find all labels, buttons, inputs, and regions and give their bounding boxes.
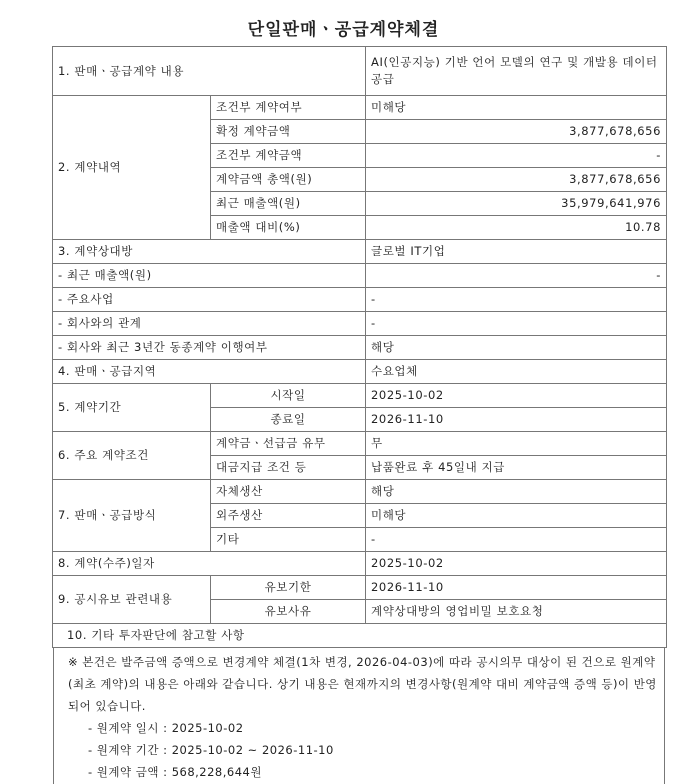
row-value: 계약상대방의 영업비밀 보호요청 xyxy=(366,600,667,624)
row-label: 최근 매출액(원) xyxy=(211,192,366,216)
row-value: 2025-10-02 xyxy=(366,384,667,408)
row-label: 유보기한 xyxy=(211,576,366,600)
row-value: 3,877,678,656 xyxy=(366,168,667,192)
section-label: 2. 계약내역 xyxy=(53,96,211,240)
other-notes xyxy=(53,648,665,784)
row-label: 4. 판매ㆍ공급지역 xyxy=(53,360,366,384)
row-label: 유보사유 xyxy=(211,600,366,624)
table-row xyxy=(53,624,667,648)
note-paragraph: ※ 본건은 발주금액 증액으로 변경계약 체결(1차 변경, 2026-04-03)에 따라 공시의무 대상이 된 건으로 원계약(최초 계약)의 내용은 아래와 같습니다. 상기 내용은 현재까지의 변경사항(원계약 대비 계약금액 증액 등)이 반영되어 있습니다. xyxy=(68,655,657,713)
row-label: 조건부 계약여부 xyxy=(211,96,366,120)
table-row xyxy=(53,288,667,312)
row-label: 대금지급 조건 등 xyxy=(211,456,366,480)
table-row xyxy=(53,264,667,288)
row-value: 해당 xyxy=(366,480,667,504)
row-label: 확정 계약금액 xyxy=(211,120,366,144)
row-label: 매출액 대비(%) xyxy=(211,216,366,240)
row-value: - xyxy=(366,528,667,552)
note-item-amount: - 원계약 금액 : 568,228,644원 xyxy=(88,765,262,779)
table-row xyxy=(53,240,667,264)
table-row xyxy=(53,480,667,504)
row-label: 종료일 xyxy=(211,408,366,432)
row-value: - xyxy=(366,312,667,336)
section-label: 5. 계약기간 xyxy=(53,384,211,432)
row-value: - xyxy=(366,288,667,312)
table-row xyxy=(53,432,667,456)
table-row xyxy=(53,312,667,336)
table-row xyxy=(53,96,667,120)
row-value: 납품완료 후 45일내 지급 xyxy=(366,456,667,480)
row-value: - xyxy=(366,264,667,288)
contract-content-value: AI(인공지능) 기반 언어 모델의 연구 및 개발용 데이터 공급 xyxy=(366,47,667,96)
row-value: 10.78 xyxy=(366,216,667,240)
row-label: 8. 계약(수주)일자 xyxy=(53,552,366,576)
row-label: 1. 판매ㆍ공급계약 내용 xyxy=(53,47,366,96)
row-label: 자체생산 xyxy=(211,480,366,504)
row-label: 3. 계약상대방 xyxy=(53,240,366,264)
document-title: 단일판매ㆍ공급계약체결 xyxy=(247,20,440,40)
note-item-date: - 원계약 일시 : 2025-10-02 xyxy=(88,721,244,735)
section-label: 7. 판매ㆍ공급방식 xyxy=(53,480,211,552)
section-label: 6. 주요 계약조건 xyxy=(53,432,211,480)
table-row xyxy=(53,47,667,96)
note-item-period: - 원계약 기간 : 2025-10-02 ~ 2026-11-10 xyxy=(88,743,334,757)
table-row xyxy=(53,576,667,600)
row-label: 계약금액 총액(원) xyxy=(211,168,366,192)
row-value: 해당 xyxy=(366,336,667,360)
row-value: 수요업체 xyxy=(366,360,667,384)
row-value: 2025-10-02 xyxy=(366,552,667,576)
row-label: - 회사와의 관계 xyxy=(53,312,366,336)
table-row xyxy=(53,384,667,408)
row-label: - 주요사업 xyxy=(53,288,366,312)
table-row xyxy=(53,552,667,576)
row-label: 시작일 xyxy=(211,384,366,408)
row-label: 계약금ㆍ선급금 유무 xyxy=(211,432,366,456)
row-value: 35,979,641,976 xyxy=(366,192,667,216)
section-label: 10. 기타 투자판단에 참고할 사항 xyxy=(53,624,667,648)
row-label: 외주생산 xyxy=(211,504,366,528)
row-value: 글로벌 IT기업 xyxy=(366,240,667,264)
row-label: 기타 xyxy=(211,528,366,552)
row-value: 무 xyxy=(366,432,667,456)
section-label: 9. 공시유보 관련내용 xyxy=(53,576,211,624)
row-value: 3,877,678,656 xyxy=(366,120,667,144)
row-label: - 회사와 최근 3년간 동종계약 이행여부 xyxy=(53,336,366,360)
row-value: 미해당 xyxy=(366,96,667,120)
disclosure-table xyxy=(52,46,667,648)
table-row xyxy=(53,336,667,360)
row-value: 2026-11-10 xyxy=(366,408,667,432)
table-row xyxy=(53,360,667,384)
row-label: 조건부 계약금액 xyxy=(211,144,366,168)
row-value: - xyxy=(366,144,667,168)
row-value: 미해당 xyxy=(366,504,667,528)
row-label: - 최근 매출액(원) xyxy=(53,264,366,288)
row-value: 2026-11-10 xyxy=(366,576,667,600)
